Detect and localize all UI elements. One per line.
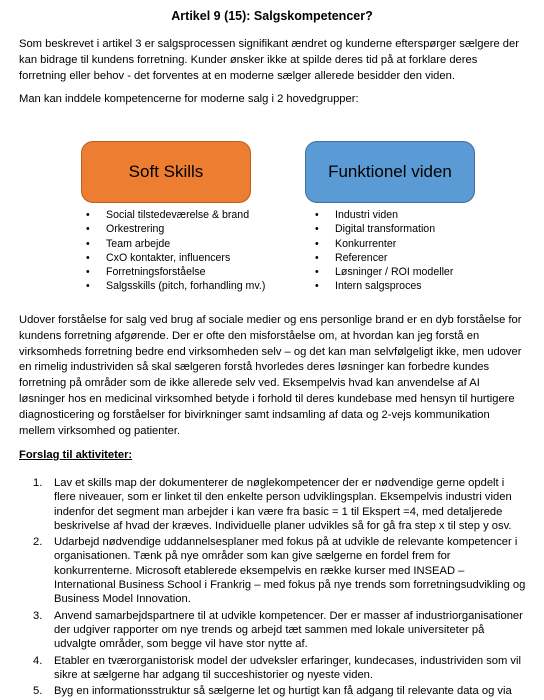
list-item: • Løsninger / ROI modeller (310, 265, 510, 279)
list-item: • Team arbejde (81, 237, 301, 251)
activity-text: Udarbejd nødvendige uddannelsesplaner med fokus på at udvikle de relevante kompetencer i organisationen. Tænk på nye områder som kan give sælgerne en fordel frem for konkurrenterne. Microsoft etablerede eksempelvis en række kurser med INSEAD – International Business School i Frankrig – med fokus på nye trends som forretningsudvikling og Business Model Innovation. (54, 536, 526, 606)
activity-item (19, 609, 527, 652)
activity-text: Anvend samarbejdspartnere til at udvikle kompetencer. Der er masser af industriorganisationer der udgiver rapporter om nye trends og arbejd tæt sammen med lokale universiteter på udvalgte områder, som begge vil have stor nytte af. (54, 609, 523, 651)
soft-skills-label: Soft Skills (128, 162, 204, 181)
list-item: • Konkurrenter (310, 237, 510, 251)
list-item: • Digital transformation (310, 222, 510, 236)
list-item: • Forretningsforståelse (81, 265, 301, 279)
list-item: • Social tilstedeværelse & brand (81, 208, 301, 222)
funktionel-viden-box (305, 141, 475, 203)
activity-number: 1. (33, 477, 43, 489)
intro-paragraph: Som beskrevet i artikel 3 er salgsprocessen signifikant ændret og kunderne efterspørger sælgere der kan bidrage til kundens forretning. Kunder ønsker ikke at spilde deres tid på at forklare deres forretning eller behov - det forventes at en moderne sælger allerede besidder den viden. (19, 38, 519, 82)
activities-list (19, 476, 527, 700)
activities-heading: Forslag til aktiviteter: (19, 449, 133, 461)
body-paragraph: Udover forståelse for salg ved brug af sociale medier og ens personlige brand er en dyb forståelse for kundens forretning afgørende. Der er ofte den misforståelse om, at hvordan kan jeg forstå en virksomheds forretning bedre end virksomheden selv – og det kan man selvfølgeligt ikke, men udover en rimelig industrividen så skal sælgeren forstå hvorledes deres løsninger kan forbedre kundes forretning på områder som de ikke allerede selv ved. Eksempelvis hvad kan anvendelse af AI løsninger hos en medicinal virksomhed betyde i forhold til deres kundebase med hensyn til hurtigere diagnosticering og forståelser for bivirkninger samt indsamling af data og 2-vejs kommunikation mellem virksomhed og patienter. (19, 314, 522, 437)
soft-skills-list (81, 208, 301, 294)
list-item: • CxO kontakter, influencers (81, 251, 301, 265)
funktionel-viden-label: Funktionel viden (328, 162, 452, 181)
activity-item (19, 654, 527, 683)
list-item: • Referencer (310, 251, 510, 265)
funktionel-viden-list (310, 208, 510, 294)
groups-intro-paragraph: Man kan inddele kompetencerne for moderne salg i 2 hovedgrupper: (19, 93, 359, 105)
activity-text: Lav et skills map der dokumenterer de nøglekompetencer der er nødvendige gerne opdelt i flere niveauer, som er linket til den enkelte person udviklingsplan. Eksempelvis industri viden indenfor det segment man arbejder i kan være fra basic = 1 til Ekspert =4, med detaljerede beskrivelse af hvad der kræves. Individuelle planer udvikles så for gå fra step x til step y osv. (54, 477, 512, 532)
activity-number: 4. (33, 654, 43, 667)
list-item: • Orkestrering (81, 222, 301, 236)
soft-skills-box (81, 141, 251, 203)
activity-item (19, 684, 527, 698)
list-item: • Intern salgsproces (310, 279, 510, 293)
list-item: • Industri viden (310, 208, 510, 222)
activity-number: 2. (33, 536, 43, 549)
list-item: • Salgsskills (pitch, forhandling mv.) (81, 279, 301, 293)
page-title: Artikel 9 (15): Salgskompetencer? (171, 9, 373, 23)
activity-item (19, 476, 527, 533)
activity-item (19, 535, 527, 606)
activity-text: Etabler en tværorganistorisk model der udveksler erfaringer, kundecases, industrividen som vil sikre at sælgerne har adgang til succeshistorier og nyeste viden. (54, 654, 521, 681)
activity-number: 3. (33, 609, 43, 622)
activity-number: 5. (33, 685, 43, 698)
activity-text: Byg en informationsstruktur så sælgerne let og hurtigt kan få adgang til relevante data og via (54, 685, 512, 698)
